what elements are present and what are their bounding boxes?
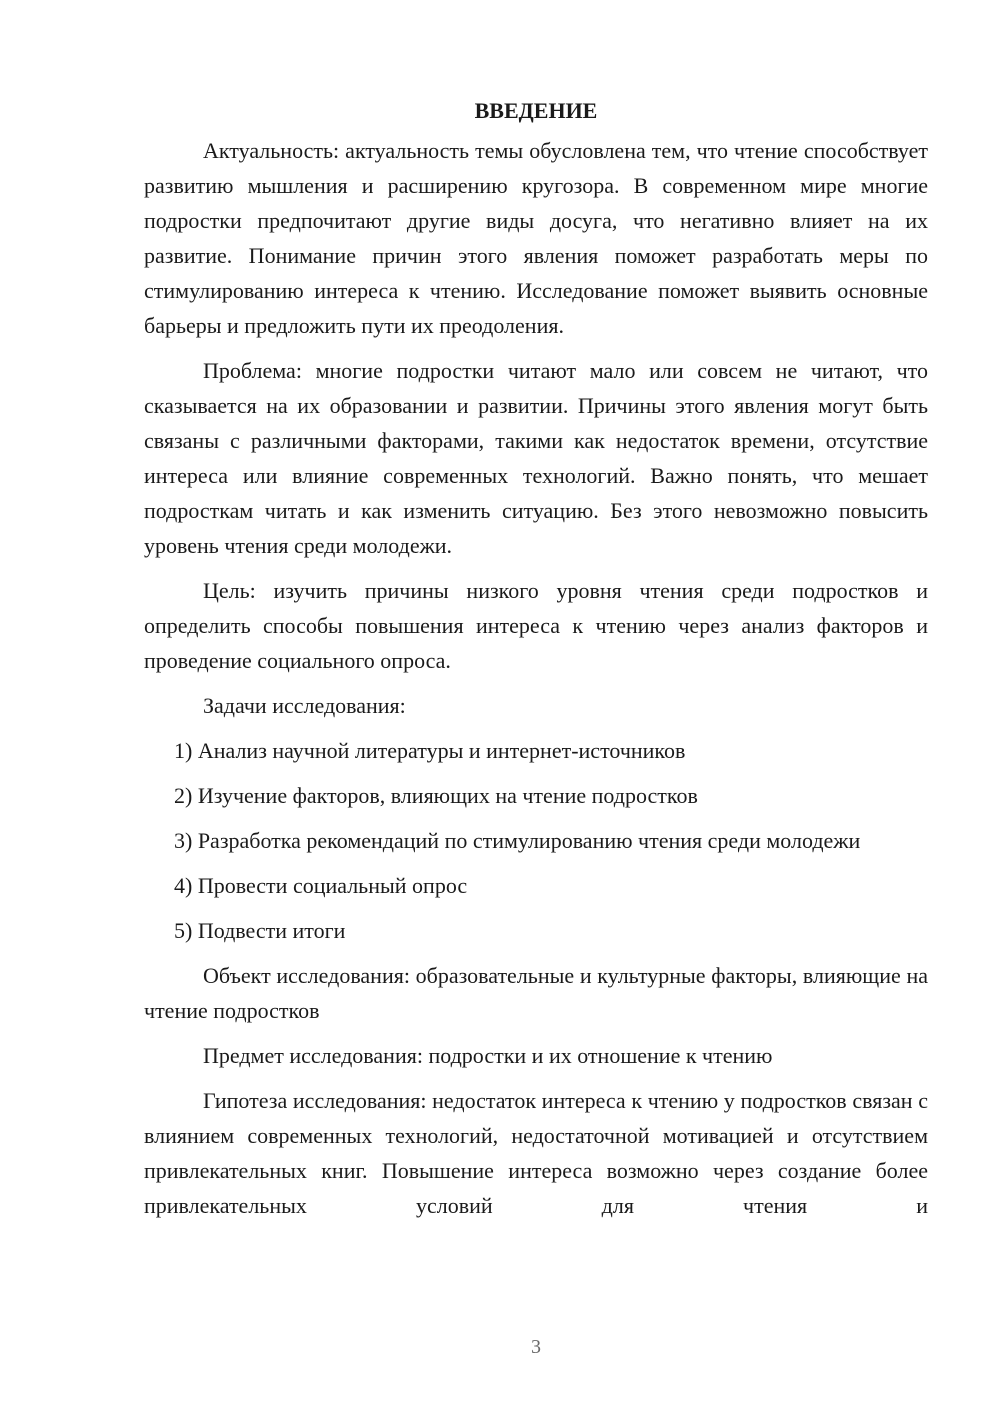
tasks-heading: Задачи исследования: bbox=[203, 693, 406, 718]
task-item-2: 2) Изучение факторов, влияющих на чтение подростков bbox=[174, 783, 698, 808]
paragraph-goal: Цель: изучить причины низкого уровня чтения среди подростков и определить способы повышения интереса к чтению через анализ факторов и проведение социального опроса. bbox=[144, 578, 928, 673]
paragraph-object: Объект исследования: образовательные и культурные факторы, влияющие на чтение подростков bbox=[144, 963, 928, 1023]
task-item-5: 5) Подвести итоги bbox=[174, 918, 346, 943]
paragraph-hypothesis: Гипотеза исследования: недостаток интереса к чтению у подростков связан с влиянием современных технологий, недостаточной мотивацией и отсутствием привлекательных книг. Повышение интереса возможно через создание более привлекательных условий для чтения и bbox=[144, 1088, 928, 1218]
paragraph-subject: Предмет исследования: подростки и их отношение к чтению bbox=[203, 1043, 773, 1068]
task-item-1: 1) Анализ научной литературы и интернет-источников bbox=[174, 738, 686, 763]
paragraph-problem: Проблема: многие подростки читают мало или совсем не читают, что сказывается на их образовании и развитии. Причины этого явления могут быть связаны с различными факторами, такими как недостаток времени, отсутствие интереса или влияние современных технологий. Важно понять, что мешает подросткам читать и как изменить ситуацию. Без этого невозможно повысить уровень чтения среди молодежи. bbox=[144, 358, 928, 558]
paragraph-relevance: Актуальность: актуальность темы обусловлена тем, что чтение способствует развитию мышления и расширению кругозора. В современном мире многие подростки предпочитают другие виды досуга, что негативно влияет на их развитие. Понимание причин этого явления поможет разработать меры по стимулированию интереса к чтению. Исследование поможет выявить основные барьеры и предложить пути их преодоления. bbox=[144, 138, 928, 338]
document-body bbox=[144, 93, 928, 1233]
task-item-4: 4) Провести социальный опрос bbox=[174, 873, 468, 898]
task-item-3: 3) Разработка рекомендаций по стимулированию чтения среди молодежи bbox=[174, 828, 861, 853]
page-number: 3 bbox=[531, 1336, 541, 1358]
section-title: ВВЕДЕНИЕ bbox=[474, 98, 598, 123]
